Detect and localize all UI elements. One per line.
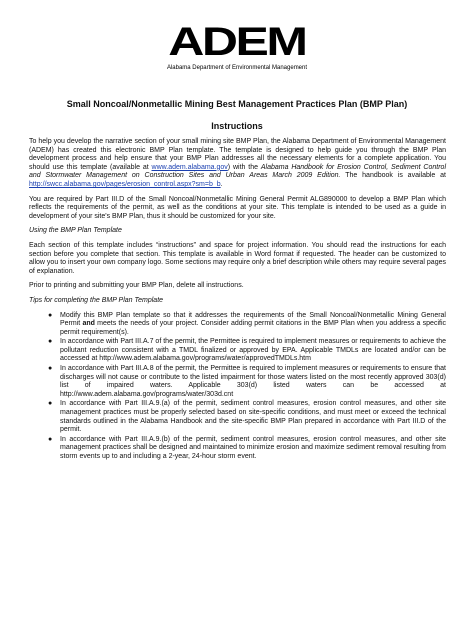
bullet-icon: ● [48, 338, 53, 346]
list-item [48, 435, 446, 462]
list-item [48, 365, 446, 399]
required-paragraph: You are required by Part III.D of the Small Noncoal/Nonmetallic Mining General Permit ALG890000 to develop a BMP Plan which reflects the requirements of the permit, as well as the conditions at your site. This template is intended to be used as a guide in development of your site's BMP Plan, thus it should be customized for your site. [29, 195, 446, 220]
tips-list [29, 312, 446, 462]
instructions-heading: Instructions [211, 121, 263, 131]
document-title: Small Noncoal/Nonmetallic Mining Best Management Practices Plan (BMP Plan) [66, 99, 408, 109]
list-item [48, 311, 446, 338]
sections-paragraph: Each section of this template includes “instructions” and space for project information. You should read the instructions for each section before you complete that section. This template is available in Word format if requested. The header can be customized to allow you to insert your own company logo. Some sections may require only a brief description while others may require several pages of explanation. [29, 241, 446, 275]
list-item [48, 400, 446, 434]
tip-text: meets the needs of your project. Consider adding permit citations in the BMP Plan when you address a specific permit requirement(s). [60, 320, 446, 336]
handbook-link[interactable]: http://swcc.alabama.gov/pages/erosion_control.aspx?sm=b_b [29, 180, 221, 188]
intro-text-c: The handbook is available at [340, 172, 446, 180]
tip-bold-word: and [82, 320, 95, 328]
bullet-icon: ● [48, 365, 53, 373]
adem-website-link[interactable]: www.adem.alabama.gov [151, 163, 228, 171]
tips-heading: Tips for completing the BMP Plan Template [29, 296, 164, 304]
intro-paragraph [29, 138, 446, 190]
tip-text: Modify this BMP Plan template so that it addresses the requirements of the Small Noncoal/Nonmetallic Mining General Permit [60, 311, 446, 328]
tip-text: In accordance with Part III.A.9.(b) of the permit, sediment control measures, erosion control measures, and other site management practices shall be designed and maintained to minimize erosion and maximize sediment removal resulting from storm events up to and including a 2-year, 24-hour storm event. [60, 435, 446, 460]
adem-logo-subtitle: Alabama Department of Environmental Management [166, 65, 308, 71]
document-body [29, 138, 446, 463]
intro-text-b: ) with the [227, 163, 261, 171]
intro-text-d: . [220, 180, 223, 188]
bullet-icon: ● [48, 435, 53, 443]
bullet-icon: ● [48, 311, 53, 319]
prior-printing-paragraph: Prior to printing and submitting your BMP Plan, delete all instructions. [29, 282, 244, 290]
using-template-heading: Using the BMP Plan Template [29, 227, 122, 235]
tip-text: In accordance with Part III.A.9.(a) of the permit, sediment control measures, erosion control measures, and other site management practices must be properly selected based on site-specific conditions, and must meet or exceed the technical standards outlined in the Alabama Handbook and the site-specific BMP Plan prepared in accordance with Part III.D of the permit. [60, 400, 446, 434]
intro-text-a: To help you develop the narrative section of your small mining site BMP Plan, the Alabama Department of Environmental Management (ADEM) has created this electronic BMP Plan template. The template is designed to help guide you through the BMP Plan development process and help ensure that your BMP Plan addresses all the necessary elements for a complete application. You should use this template (available at [29, 138, 446, 171]
list-item [48, 338, 446, 364]
tip-text: In accordance with Part III.A.8 of the permit, the Permittee is required to implement measures or requirements to ensure that discharges will not cause or contribute to the listed impairment for those waters listed on the most recently approved 303(d) list of impaired waters. Applicable 303(d) listed waters can be accessed at http://www.adem.alabama.gov/programs/water/303d.cnt [60, 365, 446, 398]
adem-wordmark: ADEM [168, 20, 306, 64]
bullet-icon: ● [48, 400, 53, 408]
tip-text: In accordance with Part III.A.7 of the permit, the Permittee is required to implement measures or requirements to achieve the pollutant reduction consistent with a TMDL finalized or approved by EPA. Applicable TMDLs are located and/or can be accessed at http://www.adem.alabama.gov/programs/water/approvedTMDLs.htm [60, 338, 446, 363]
adem-logo [0, 22, 474, 72]
handbook-title: Alabama Handbook for Erosion Control, Sediment Control and Stormwater Management on Construction Sites and Urban Areas March 2009 Edition. [29, 163, 446, 180]
